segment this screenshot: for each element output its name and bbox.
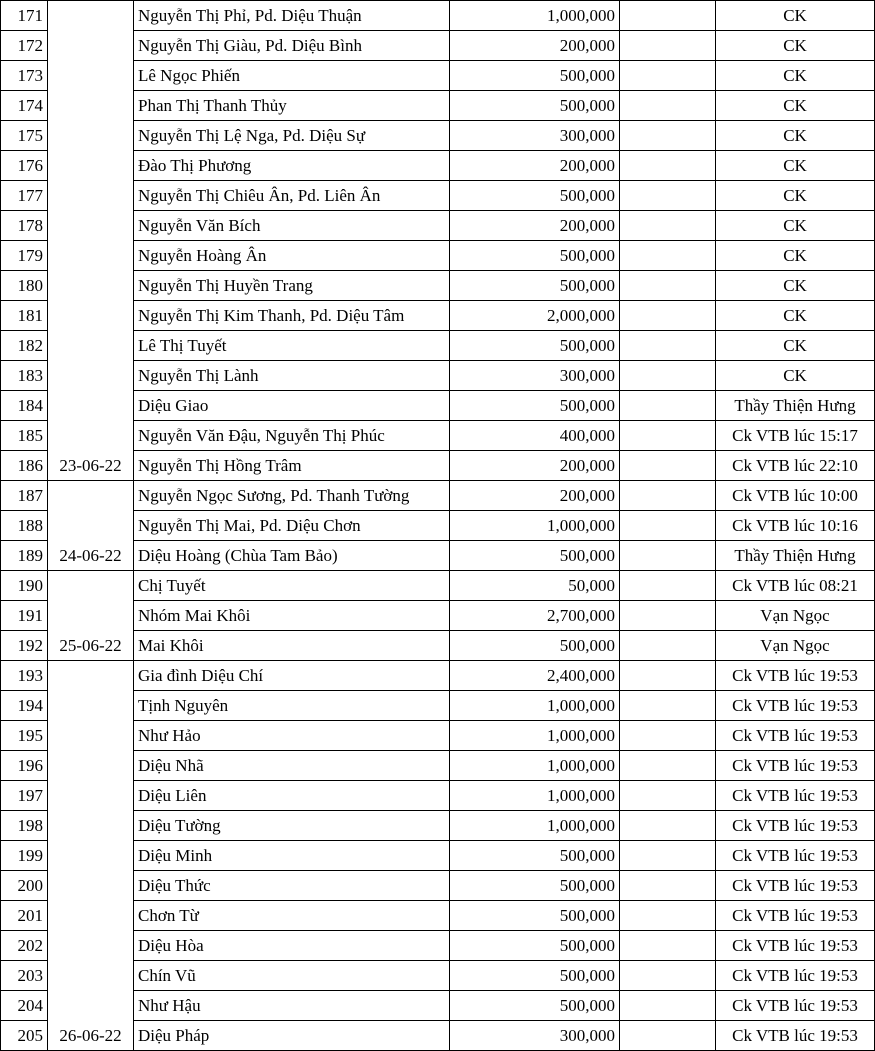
row-number: 182 [1,331,48,361]
payment-note: Vạn Ngọc [716,601,875,631]
payment-note: Ck VTB lúc 19:53 [716,751,875,781]
donation-amount: 200,000 [450,211,620,241]
empty-cell [620,31,716,61]
row-number: 180 [1,271,48,301]
payment-note: Vạn Ngọc [716,631,875,661]
payment-note: Ck VTB lúc 19:53 [716,691,875,721]
donation-amount: 1,000,000 [450,721,620,751]
empty-cell [620,181,716,211]
donor-name: Như Hảo [134,721,450,751]
donation-amount: 2,400,000 [450,661,620,691]
row-number: 188 [1,511,48,541]
donation-amount: 500,000 [450,331,620,361]
donation-amount: 500,000 [450,841,620,871]
donation-amount: 500,000 [450,991,620,1021]
empty-cell [620,601,716,631]
row-number: 181 [1,301,48,331]
donation-amount: 200,000 [450,151,620,181]
donor-name: Đào Thị Phương [134,151,450,181]
row-number: 176 [1,151,48,181]
payment-note: CK [716,31,875,61]
payment-note: Ck VTB lúc 19:53 [716,781,875,811]
empty-cell [620,361,716,391]
empty-cell [620,61,716,91]
date-cell: 25-06-22 [48,571,134,661]
table-row [1,661,875,691]
date-cell: 26-06-22 [48,661,134,1051]
row-number: 189 [1,541,48,571]
empty-cell [620,331,716,361]
donor-name: Nguyễn Thị Giàu, Pd. Diệu Bình [134,31,450,61]
payment-note: Ck VTB lúc 19:53 [716,871,875,901]
payment-note: Ck VTB lúc 15:17 [716,421,875,451]
row-number: 174 [1,91,48,121]
donation-amount: 500,000 [450,271,620,301]
payment-note: Ck VTB lúc 10:16 [716,511,875,541]
donation-amount: 500,000 [450,61,620,91]
donor-name: Diệu Thức [134,871,450,901]
payment-note: Ck VTB lúc 22:10 [716,451,875,481]
row-number: 194 [1,691,48,721]
empty-cell [620,301,716,331]
empty-cell [620,211,716,241]
payment-note: CK [716,361,875,391]
payment-note: Ck VTB lúc 19:53 [716,811,875,841]
payment-note: CK [716,241,875,271]
row-number: 193 [1,661,48,691]
donor-name: Diệu Nhã [134,751,450,781]
payment-note: Ck VTB lúc 10:00 [716,481,875,511]
donor-name: Nguyễn Thị Hồng Trâm [134,451,450,481]
row-number: 177 [1,181,48,211]
row-number: 196 [1,751,48,781]
empty-cell [620,901,716,931]
empty-cell [620,691,716,721]
donor-name: Diệu Hòa [134,931,450,961]
donation-amount: 500,000 [450,871,620,901]
empty-cell [620,961,716,991]
row-number: 191 [1,601,48,631]
donation-amount: 400,000 [450,421,620,451]
donation-amount: 2,000,000 [450,301,620,331]
empty-cell [620,421,716,451]
row-number: 195 [1,721,48,751]
empty-cell [620,241,716,271]
payment-note: CK [716,211,875,241]
empty-cell [620,121,716,151]
empty-cell [620,541,716,571]
table-row [1,481,875,511]
donor-name: Lê Thị Tuyết [134,331,450,361]
payment-note: Ck VTB lúc 19:53 [716,901,875,931]
payment-note: CK [716,181,875,211]
donor-name: Lê Ngọc Phiến [134,61,450,91]
row-number: 171 [1,1,48,31]
empty-cell [620,91,716,121]
donor-name: Nguyễn Văn Đậu, Nguyễn Thị Phúc [134,421,450,451]
empty-cell [620,721,716,751]
donation-amount: 500,000 [450,391,620,421]
donor-name: Nguyễn Thị Huyền Trang [134,271,450,301]
row-number: 198 [1,811,48,841]
donor-name: Gia đình Diệu Chí [134,661,450,691]
payment-note: CK [716,271,875,301]
empty-cell [620,751,716,781]
donor-name: Nguyễn Thị Mai, Pd. Diệu Chơn [134,511,450,541]
row-number: 185 [1,421,48,451]
donation-amount: 200,000 [450,31,620,61]
empty-cell [620,871,716,901]
donor-name: Chị Tuyết [134,571,450,601]
donation-amount: 2,700,000 [450,601,620,631]
row-number: 172 [1,31,48,61]
donor-name: Diệu Giao [134,391,450,421]
donation-amount: 50,000 [450,571,620,601]
payment-note: CK [716,301,875,331]
empty-cell [620,151,716,181]
row-number: 178 [1,211,48,241]
empty-cell [620,391,716,421]
donation-amount: 300,000 [450,121,620,151]
donor-name: Nhóm Mai Khôi [134,601,450,631]
empty-cell [620,931,716,961]
donor-name: Nguyễn Văn Bích [134,211,450,241]
payment-note: CK [716,61,875,91]
empty-cell [620,841,716,871]
empty-cell [620,661,716,691]
payment-note: Ck VTB lúc 19:53 [716,721,875,751]
row-number: 190 [1,571,48,601]
donor-name: Nguyễn Thị Lệ Nga, Pd. Diệu Sự [134,121,450,151]
payment-note: CK [716,1,875,31]
donation-amount: 1,000,000 [450,511,620,541]
payment-note: CK [716,121,875,151]
donation-amount: 500,000 [450,961,620,991]
row-number: 184 [1,391,48,421]
row-number: 205 [1,1021,48,1051]
donation-amount: 200,000 [450,481,620,511]
donation-amount: 1,000,000 [450,691,620,721]
empty-cell [620,781,716,811]
row-number: 187 [1,481,48,511]
payment-note: Ck VTB lúc 19:53 [716,841,875,871]
row-number: 199 [1,841,48,871]
donor-name: Nguyễn Thị Phỉ, Pd. Diệu Thuận [134,1,450,31]
donation-amount: 500,000 [450,91,620,121]
donation-amount: 200,000 [450,451,620,481]
donor-name: Tịnh Nguyên [134,691,450,721]
row-number: 183 [1,361,48,391]
empty-cell [620,1021,716,1051]
payment-note: Thầy Thiện Hưng [716,541,875,571]
donation-amount: 500,000 [450,541,620,571]
payment-note: Ck VTB lúc 19:53 [716,961,875,991]
row-number: 175 [1,121,48,151]
date-cell: 24-06-22 [48,481,134,571]
donor-name: Diệu Minh [134,841,450,871]
empty-cell [620,811,716,841]
donation-amount: 300,000 [450,1021,620,1051]
donor-name: Diệu Hoàng (Chùa Tam Bảo) [134,541,450,571]
empty-cell [620,1,716,31]
row-number: 202 [1,931,48,961]
row-number: 204 [1,991,48,1021]
donation-amount: 1,000,000 [450,811,620,841]
donation-amount: 1,000,000 [450,1,620,31]
payment-note: Ck VTB lúc 19:53 [716,1021,875,1051]
donor-name: Như Hậu [134,991,450,1021]
payment-note: CK [716,331,875,361]
empty-cell [620,271,716,301]
date-cell: 23-06-22 [48,1,134,481]
donor-name: Nguyễn Thị Chiêu Ân, Pd. Liên Ân [134,181,450,211]
donor-name: Chín Vũ [134,961,450,991]
empty-cell [620,511,716,541]
payment-note: Ck VTB lúc 19:53 [716,931,875,961]
row-number: 179 [1,241,48,271]
donor-name: Nguyễn Thị Kim Thanh, Pd. Diệu Tâm [134,301,450,331]
donor-name: Mai Khôi [134,631,450,661]
donor-name: Diệu Tường [134,811,450,841]
donor-name: Nguyễn Hoàng Ân [134,241,450,271]
donation-amount: 1,000,000 [450,751,620,781]
donation-amount: 500,000 [450,901,620,931]
donation-amount: 500,000 [450,181,620,211]
donor-name: Nguyễn Thị Lành [134,361,450,391]
payment-note: CK [716,151,875,181]
row-number: 200 [1,871,48,901]
payment-note: CK [716,91,875,121]
donor-name: Diệu Liên [134,781,450,811]
donor-name: Chơn Từ [134,901,450,931]
donation-amount: 300,000 [450,361,620,391]
row-number: 173 [1,61,48,91]
donation-amount: 500,000 [450,931,620,961]
donor-name: Nguyễn Ngọc Sương, Pd. Thanh Tường [134,481,450,511]
row-number: 201 [1,901,48,931]
row-number: 186 [1,451,48,481]
donation-amount: 500,000 [450,631,620,661]
payment-note: Thầy Thiện Hưng [716,391,875,421]
empty-cell [620,571,716,601]
empty-cell [620,481,716,511]
row-number: 197 [1,781,48,811]
payment-note: Ck VTB lúc 19:53 [716,991,875,1021]
table-row [1,571,875,601]
empty-cell [620,631,716,661]
row-number: 192 [1,631,48,661]
donor-name: Diệu Pháp [134,1021,450,1051]
empty-cell [620,991,716,1021]
donation-amount: 500,000 [450,241,620,271]
row-number: 203 [1,961,48,991]
ledger-body [1,1,875,1051]
table-row [1,1,875,31]
empty-cell [620,451,716,481]
donor-name: Phan Thị Thanh Thủy [134,91,450,121]
payment-note: Ck VTB lúc 19:53 [716,661,875,691]
payment-note: Ck VTB lúc 08:21 [716,571,875,601]
donation-amount: 1,000,000 [450,781,620,811]
